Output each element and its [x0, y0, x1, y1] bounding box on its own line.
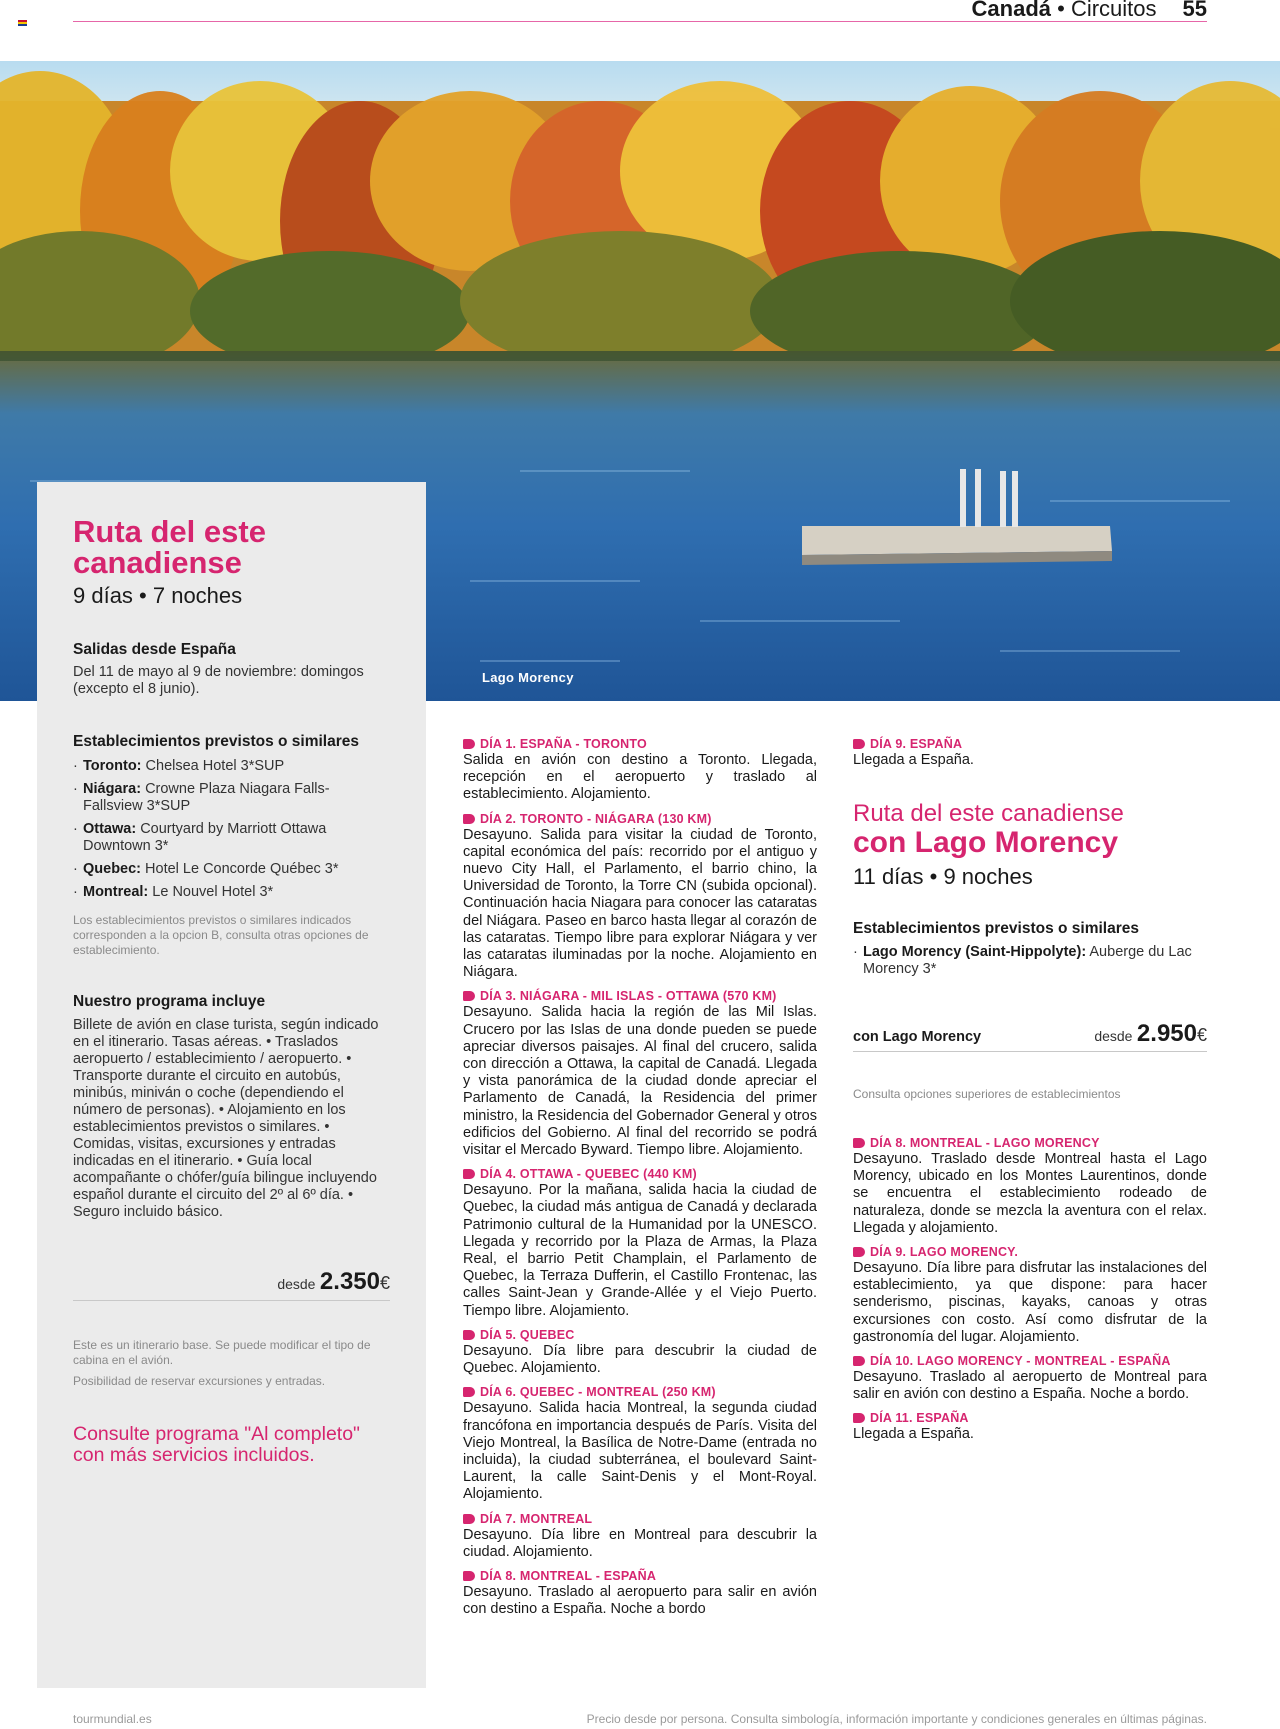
departures-section: [73, 641, 403, 698]
bullet-marker-icon: [463, 1169, 475, 1179]
hotels-heading: Establecimientos previstos o similares: [73, 733, 360, 750]
footer-site-link[interactable]: tourmundial.es: [73, 1712, 152, 1726]
includes-section: [73, 993, 393, 1221]
hotel-item: · Toronto: Chelsea Hotel 3*SUP: [73, 758, 383, 775]
day-block: DÍA 8. MONTREAL - LAGO MORENCY Desayuno. Traslado desde Montreal hasta el Lago Morency, ubicado en los Montes Laurentinos, donde se encuentra el establecimiento rodeado de naturaleza, donde se mezcla la aventura con el relax. Llegada y alojamiento.: [853, 1136, 1207, 1236]
consult-options-note: Consulta opciones superiores de establecimientos: [853, 1087, 1121, 1101]
price-value: 2.350: [319, 1268, 380, 1295]
price-currency: €: [379, 1273, 390, 1293]
day-block: DÍA 8. MONTREAL - ESPAÑA Desayuno. Traslado al aeropuerto para salir en avión con destino a España. Noche a bordo: [463, 1568, 817, 1618]
hotel-item: · Lago Morency (Saint-Hippolyte): Auberge du Lac Morency 3*: [853, 944, 1207, 978]
extension-title-bold: con Lago Morency: [853, 826, 1119, 859]
day-block: DÍA 9. LAGO MORENCY. Desayuno. Día libre para disfrutar las instalaciones del establecimiento, ya que dispone: para hacer senderismo, piscinas, kayaks, canoas y otras excursiones con costo. Así como disfrutar de la gastronomía del lugar. Alojamiento.: [853, 1245, 1207, 1345]
day-block: DÍA 4. OTTAWA - QUEBEC (440 KM) Desayuno. Por la mañana, salida hacia la ciudad de Quebec, la ciudad más antigua de Canadá y declarada Patrimonio cultural de la Humanidad por la UNESCO. Llegada y recorrido por la Plaza de Armas, la Plaza Real, el barrio Petit Champlain, el Parlamento de Quebec, la Terraza Dufferin, el Castillo Frontenac, las calles Saint-Jean y Grande-Allée y el Viejo Puerto. Tiempo libre. Alojamiento.: [463, 1167, 817, 1319]
bullet-marker-icon: [463, 1330, 475, 1340]
page-header: [972, 0, 1207, 22]
bullet-marker-icon: [463, 814, 475, 824]
extension-hotels-heading: Establecimientos previstos o similares: [853, 920, 1140, 937]
extension-duration: 11 días • 9 noches: [853, 864, 1033, 889]
bullet-marker-icon: [463, 1514, 475, 1524]
includes-heading: Nuestro programa incluye: [73, 993, 266, 1010]
hotels-section: [73, 733, 383, 958]
bullet-marker-icon: [463, 739, 475, 749]
hotel-item: · Ottawa: Courtyard by Marriott Ottawa Downtown 3*: [73, 821, 383, 855]
extension-title: Ruta del este canadiense: [853, 800, 1124, 827]
bullet-marker-icon: [463, 991, 475, 1001]
price-value: 2.950: [1136, 1020, 1197, 1047]
header-country: Canadá: [971, 0, 1051, 21]
consult-program-link[interactable]: Consulte programa "Al completo" con más servicios incluidos.: [73, 1423, 360, 1466]
itinerary-note: Este es un itinerario base. Se puede modificar el tipo de cabina en el avión.: [73, 1338, 371, 1367]
departures-text: Del 11 de mayo al 9 de noviembre: domingos (excepto el 8 junio).: [73, 664, 364, 697]
departures-heading: Salidas desde España: [73, 641, 236, 658]
photo-caption: Lago Morency: [482, 670, 574, 685]
bullet-marker-icon: [853, 739, 865, 749]
price-prefix: desde: [277, 1276, 316, 1292]
extension-hotels: [853, 920, 1207, 984]
day9-block: DÍA 9. ESPAÑA Llegada a España.: [853, 737, 974, 768]
bullet-marker-icon: [853, 1356, 865, 1366]
tour-duration: 9 días • 7 noches: [73, 583, 243, 608]
bullet-marker-icon: [853, 1413, 865, 1423]
itinerary-column: [463, 736, 817, 1625]
price-currency: €: [1196, 1025, 1207, 1045]
day-block: DÍA 7. MONTREAL Desayuno. Día libre en Montreal para descubrir la ciudad. Alojamiento.: [463, 1511, 817, 1560]
bullet-marker-icon: [463, 1387, 475, 1397]
hotels-note: Los establecimientos previstos o similares indicados corresponden a la opcion B, consulta otras opciones de establecimiento.: [73, 913, 369, 957]
hotel-item: · Quebec: Hotel Le Concorde Québec 3*: [73, 861, 383, 878]
hotel-item: · Montreal: Le Nouvel Hotel 3*: [73, 884, 383, 901]
bullet-marker-icon: [853, 1247, 865, 1257]
day-block: DÍA 3. NIÁGARA - MIL ISLAS - OTTAWA (570 KM) Desayuno. Salida hacia la región de las Mil Islas. Crucero por las Islas de una donde pueden se puede apreciar diversos paisajes. Al final del crucero, salida con dirección a Ottawa, la capital de Canadá. Llegada y vista panorámica de la ciudad donde apreciar el Parlamento de Canadá, la Residencia del primer ministro, la Residencia del Gobernador General y otros edificios del Gobierno. Al final del recorrido se podrá visitar el Mercado Byward. Tiempo libre. Alojamiento.: [463, 989, 817, 1159]
extension-option-label: con Lago Morency: [853, 1029, 982, 1045]
price-box: [73, 1268, 390, 1301]
hotel-item: · Niágara: Crowne Plaza Niagara Falls-Fallsview 3*SUP: [73, 781, 383, 815]
day-block: DÍA 10. LAGO MORENCY - MONTREAL - ESPAÑA Desayuno. Traslado al aeropuerto de Montreal para salir en avión con destino a España. Noche a bordo.: [853, 1354, 1207, 1403]
flag-icon: [18, 20, 27, 27]
excursions-note: Posibilidad de reservar excursiones y entradas.: [73, 1374, 326, 1388]
extension-price-box: [853, 1020, 1207, 1052]
day-block: DÍA 5. QUEBEC Desayuno. Día libre para descubrir la ciudad de Quebec. Alojamiento.: [463, 1327, 817, 1377]
header-section: Circuitos: [1070, 0, 1157, 21]
price-prefix: desde: [1094, 1028, 1133, 1044]
includes-text: Billete de avión en clase turista, según indicado en el itinerario. Tasas aéreas. • Traslados aeropuerto / establecimiento / aeropuerto. • Transporte durante el circuito en autobús, minibús, miniván o coche (dependiendo el número de personas). • Alojamiento en los establecimientos previstos o similares. • Comidas, visitas, excursiones y entradas indicadas en el itinerario. • Guía local acompañante o chófer/guía bilingue incluyendo español durante el circuito del 2º al 6º día. • Seguro incluido básico.: [73, 1017, 379, 1220]
day-block: DÍA 2. TORONTO - NIÁGARA (130 KM) Desayuno. Salida para visitar la ciudad de Toronto, capital económica del país: recorrido por el antiguo y nuevo City Hall, el Parlamento, el barrio chino, la Universidad de Toronto, la Torre CN (subida opcional). Continuación hacia Niagara para conocer las cataratas del Niágara. Paseo en barco hasta llegar al corazón de las cataratas. Tiempo libre para explorar Niágara y ver las cataratas iluminadas por la noche. Alojamiento en Niágara.: [463, 811, 817, 981]
bullet-marker-icon: [463, 1571, 475, 1581]
day-block: DÍA 1. ESPAÑA - TORONTO Salida en avión con destino a Toronto. Llegada, recepción en el aeropuerto y traslado al establecimiento. Alojamiento.: [463, 737, 817, 803]
extension-itinerary: [853, 1135, 1207, 1451]
footer-disclaimer: Precio desde por persona. Consulta simbología, información importante y condiciones generales en últimas páginas.: [586, 1712, 1207, 1726]
day-block: DÍA 11. ESPAÑA Llegada a España.: [853, 1411, 974, 1443]
day-block: DÍA 6. QUEBEC - MONTREAL (250 KM) Desayuno. Salida hacia Montreal, la segunda ciudad francófona en importancia después de París. Visita del Viejo Montreal, la Basílica de Notre-Dame (entrada no incluida), la ciudad subterránea, el boulevard Saint-Laurent, la calle Saint-Denis y el Mont-Royal. Alojamiento.: [463, 1385, 817, 1503]
tour-title: Ruta del este canadiense: [73, 514, 266, 580]
bullet-marker-icon: [853, 1138, 865, 1148]
header-separator: •: [1051, 0, 1071, 21]
page-number: 55: [1182, 0, 1207, 21]
